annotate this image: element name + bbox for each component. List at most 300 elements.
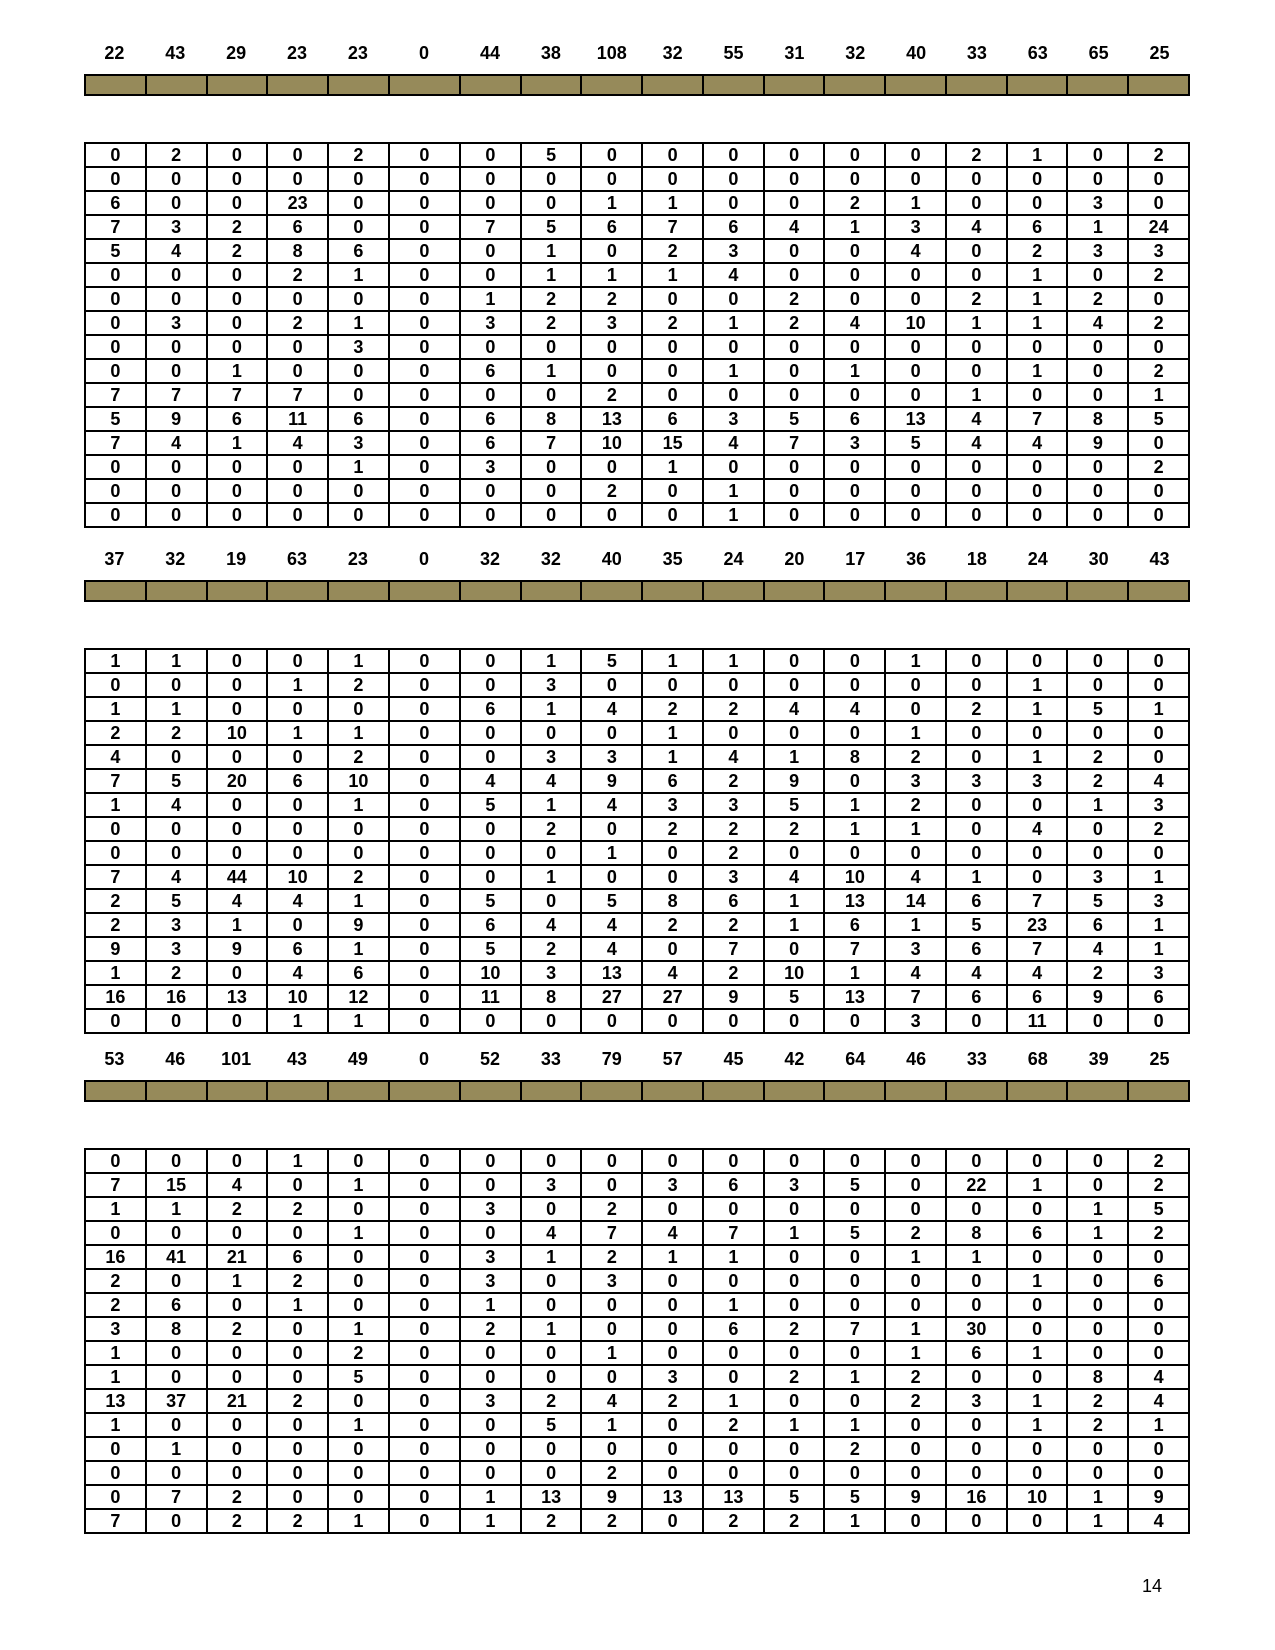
table-cell: 0	[389, 1485, 460, 1509]
table-cell: 2	[85, 721, 146, 745]
table-cell: 2	[146, 143, 207, 167]
table-cell: 0	[521, 503, 582, 527]
table-cell: 0	[642, 1437, 703, 1461]
table-cell: 4	[1067, 311, 1128, 335]
table-cell: 2	[824, 191, 885, 215]
table-cell: 0	[389, 359, 460, 383]
table-cell: 0	[267, 697, 328, 721]
total-cell: 24	[1027, 548, 1048, 569]
table-row	[85, 1173, 1189, 1197]
table-cell: 0	[460, 1461, 521, 1485]
table-cell: 0	[389, 985, 460, 1009]
table-cell: 0	[389, 167, 460, 191]
table-cell: 0	[1067, 1317, 1128, 1341]
table-cell: 7	[85, 1173, 146, 1197]
table-cell: 1	[267, 1293, 328, 1317]
table-row	[85, 865, 1189, 889]
table-cell: 1	[328, 263, 389, 287]
table-cell: 0	[521, 841, 582, 865]
table-cell: 0	[267, 1437, 328, 1461]
table-cell: 0	[824, 1197, 885, 1221]
table-cell: 4	[581, 697, 642, 721]
table-cell: 11	[267, 407, 328, 431]
table-cell: 0	[824, 841, 885, 865]
table-cell: 1	[1067, 1509, 1128, 1533]
table-cell: 2	[1128, 455, 1189, 479]
table-cell: 0	[207, 1009, 268, 1033]
table-cell: 0	[207, 817, 268, 841]
table-cell: 0	[328, 167, 389, 191]
table-cell: 2	[1128, 1149, 1189, 1173]
table-row	[85, 649, 1189, 673]
table-cell: 1	[267, 1149, 328, 1173]
table-cell: 0	[146, 745, 207, 769]
table-cell: 1	[146, 649, 207, 673]
table-cell: 0	[885, 1461, 946, 1485]
total-cell: 20	[784, 548, 805, 569]
table-cell: 1	[703, 649, 764, 673]
table-cell: 0	[267, 503, 328, 527]
table-cell: 0	[1007, 1365, 1068, 1389]
table-cell: 3	[1128, 889, 1189, 913]
bar-cell	[267, 1081, 328, 1101]
table-cell: 1	[1007, 311, 1068, 335]
table-cell: 2	[703, 769, 764, 793]
table-cell: 6	[460, 359, 521, 383]
table-cell: 6	[946, 937, 1007, 961]
table-cell: 0	[764, 383, 825, 407]
table-cell: 2	[521, 817, 582, 841]
table-cell: 1	[328, 1317, 389, 1341]
table-cell: 1	[85, 1365, 146, 1389]
table-cell: 0	[389, 1509, 460, 1533]
table-cell: 0	[764, 263, 825, 287]
total-cell: 23	[347, 42, 368, 63]
table-cell: 2	[328, 1341, 389, 1365]
table-cell: 5	[824, 1485, 885, 1509]
bar-cell	[885, 75, 946, 95]
table-row	[85, 841, 1189, 865]
total-cell: 43	[1149, 548, 1170, 569]
table-cell: 7	[521, 431, 582, 455]
table-cell: 0	[885, 383, 946, 407]
table-cell: 0	[267, 913, 328, 937]
total-cell: 23	[286, 42, 308, 63]
table-cell: 3	[885, 215, 946, 239]
table-cell: 1	[885, 1341, 946, 1365]
table-cell: 4	[1128, 1365, 1189, 1389]
table-cell: 0	[703, 1461, 764, 1485]
table-cell: 6	[328, 407, 389, 431]
table-row	[85, 335, 1189, 359]
table-cell: 3	[885, 1009, 946, 1033]
total-cell: 43	[165, 42, 186, 63]
table-cell: 0	[328, 1461, 389, 1485]
table-cell: 0	[824, 455, 885, 479]
table-cell: 15	[642, 431, 703, 455]
table-cell: 7	[824, 937, 885, 961]
table-cell: 0	[764, 1197, 825, 1221]
table-cell: 1	[581, 1341, 642, 1365]
table-cell: 0	[703, 721, 764, 745]
table-cell: 0	[460, 1437, 521, 1461]
table-cell: 0	[85, 1149, 146, 1173]
table-cell: 0	[764, 239, 825, 263]
table-cell: 10	[207, 721, 268, 745]
table-cell: 0	[267, 1461, 328, 1485]
table-cell: 0	[764, 1269, 825, 1293]
table-cell: 0	[946, 841, 1007, 865]
table-cell: 0	[267, 1341, 328, 1365]
table-cell: 0	[389, 1437, 460, 1461]
table-cell: 6	[1007, 1221, 1068, 1245]
table-cell: 0	[1067, 1009, 1128, 1033]
total-cell: 40	[601, 548, 622, 569]
table-cell: 3	[146, 913, 207, 937]
table-cell: 2	[1128, 1221, 1189, 1245]
table-cell: 4	[642, 1221, 703, 1245]
table-cell: 6	[703, 889, 764, 913]
table-cell: 0	[85, 1437, 146, 1461]
table-cell: 16	[146, 985, 207, 1009]
table-cell: 3	[703, 793, 764, 817]
table-cell: 4	[267, 889, 328, 913]
table-cell: 2	[267, 1389, 328, 1413]
table-cell: 1	[1067, 793, 1128, 817]
table-cell: 0	[824, 721, 885, 745]
table-cell: 0	[581, 455, 642, 479]
table-cell: 1	[1007, 697, 1068, 721]
table-cell: 0	[460, 503, 521, 527]
table-cell: 4	[764, 865, 825, 889]
table-cell: 9	[703, 985, 764, 1009]
table-cell: 0	[207, 841, 268, 865]
table-cell: 1	[764, 913, 825, 937]
bar-cell	[1067, 581, 1128, 601]
table-cell: 0	[267, 1413, 328, 1437]
table-cell: 1	[642, 1245, 703, 1269]
table-cell: 2	[1128, 1173, 1189, 1197]
bar-cell	[146, 1081, 207, 1101]
table-cell: 0	[1067, 721, 1128, 745]
table-cell: 0	[1067, 263, 1128, 287]
table-cell: 0	[207, 1341, 268, 1365]
table-cell: 0	[85, 673, 146, 697]
table-cell: 3	[85, 1317, 146, 1341]
table-cell: 0	[521, 889, 582, 913]
table-cell: 6	[460, 913, 521, 937]
table-cell: 0	[1128, 649, 1189, 673]
table-cell: 6	[328, 239, 389, 263]
table-cell: 1	[328, 649, 389, 673]
table-cell: 1	[885, 649, 946, 673]
table-cell: 0	[521, 1197, 582, 1221]
table-cell: 0	[1128, 1245, 1189, 1269]
table-cell: 14	[885, 889, 946, 913]
table-cell: 0	[146, 455, 207, 479]
table-cell: 1	[824, 359, 885, 383]
table-cell: 1	[328, 1413, 389, 1437]
table-row	[85, 673, 1189, 697]
table-cell: 0	[764, 191, 825, 215]
table-cell: 1	[85, 793, 146, 817]
table-cell: 13	[824, 889, 885, 913]
table-cell: 7	[885, 985, 946, 1009]
table-cell: 6	[946, 1341, 1007, 1365]
table-cell: 0	[521, 1149, 582, 1173]
table-cell: 0	[764, 1461, 825, 1485]
table-cell: 0	[1067, 673, 1128, 697]
bar-cell	[521, 75, 582, 95]
bar-cell	[764, 1081, 825, 1101]
table-cell: 0	[1067, 167, 1128, 191]
table-cell: 0	[946, 817, 1007, 841]
table-cell: 0	[642, 1009, 703, 1033]
table-cell: 1	[824, 961, 885, 985]
table-cell: 0	[1067, 817, 1128, 841]
table-cell: 1	[521, 239, 582, 263]
bar-cell	[85, 75, 146, 95]
table-row	[85, 793, 1189, 817]
table-cell: 0	[642, 1293, 703, 1317]
table-cell: 3	[328, 335, 389, 359]
table-cell: 0	[1007, 793, 1068, 817]
table-cell: 13	[885, 407, 946, 431]
table-cell: 0	[389, 1269, 460, 1293]
table-cell: 0	[207, 745, 268, 769]
table-cell: 9	[146, 407, 207, 431]
table-cell: 0	[581, 359, 642, 383]
table-cell: 37	[146, 1389, 207, 1413]
table-cell: 0	[85, 817, 146, 841]
header-bar	[84, 580, 1190, 602]
bar-cell	[824, 1081, 885, 1101]
table-cell: 0	[885, 287, 946, 311]
table-cell: 8	[642, 889, 703, 913]
table-cell: 0	[460, 745, 521, 769]
table-cell: 1	[1128, 913, 1189, 937]
table-cell: 1	[1128, 937, 1189, 961]
table-cell: 0	[885, 1197, 946, 1221]
bar-cell	[581, 75, 642, 95]
table-cell: 0	[328, 1293, 389, 1317]
table-cell: 0	[1007, 383, 1068, 407]
table-cell: 2	[642, 239, 703, 263]
table-cell: 2	[703, 913, 764, 937]
table-cell: 0	[1067, 1149, 1128, 1173]
total-cell: 17	[845, 548, 866, 569]
table-cell: 0	[389, 335, 460, 359]
table-cell: 4	[764, 215, 825, 239]
table-cell: 0	[824, 263, 885, 287]
table-cell: 0	[1067, 455, 1128, 479]
table-cell: 0	[581, 1173, 642, 1197]
table-cell: 0	[642, 383, 703, 407]
table-cell: 0	[1128, 335, 1189, 359]
table-cell: 27	[642, 985, 703, 1009]
table-cell: 0	[642, 1509, 703, 1533]
table-cell: 1	[1128, 383, 1189, 407]
table-cell: 4	[1128, 769, 1189, 793]
bar-cell	[642, 1081, 703, 1101]
table-cell: 0	[389, 383, 460, 407]
table-cell: 0	[389, 649, 460, 673]
total-cell: 30	[1088, 548, 1109, 569]
table-cell: 7	[85, 769, 146, 793]
table-cell: 0	[642, 1269, 703, 1293]
table-cell: 4	[521, 769, 582, 793]
table-cell: 0	[267, 841, 328, 865]
table-cell: 5	[1128, 1197, 1189, 1221]
table-cell: 5	[521, 143, 582, 167]
table-cell: 2	[85, 913, 146, 937]
table-cell: 0	[946, 191, 1007, 215]
table-cell: 3	[521, 961, 582, 985]
table-cell: 3	[460, 311, 521, 335]
table-cell: 4	[267, 431, 328, 455]
table-cell: 3	[703, 239, 764, 263]
table-cell: 1	[824, 215, 885, 239]
table-cell: 0	[946, 1461, 1007, 1485]
bar-cell	[328, 581, 389, 601]
table-cell: 0	[946, 335, 1007, 359]
table-cell: 1	[328, 721, 389, 745]
table-cell: 0	[946, 1413, 1007, 1437]
table-cell: 0	[1067, 383, 1128, 407]
total-cell: 35	[662, 548, 683, 569]
table-cell: 24	[1128, 215, 1189, 239]
table-cell: 0	[1128, 191, 1189, 215]
table-cell: 3	[1128, 239, 1189, 263]
table-cell: 1	[328, 1173, 389, 1197]
table-cell: 0	[824, 287, 885, 311]
table-cell: 0	[703, 383, 764, 407]
data-block-1	[84, 40, 1190, 528]
table-cell: 1	[85, 1197, 146, 1221]
table-cell: 0	[581, 143, 642, 167]
table-cell: 0	[207, 1365, 268, 1389]
table-cell: 0	[328, 1389, 389, 1413]
table-cell: 4	[146, 865, 207, 889]
bar-cell	[207, 1081, 268, 1101]
table-cell: 2	[207, 239, 268, 263]
table-cell: 16	[946, 1485, 1007, 1509]
table-cell: 3	[146, 311, 207, 335]
table-cell: 0	[389, 287, 460, 311]
bar-cell	[460, 1081, 521, 1101]
table-cell: 0	[764, 937, 825, 961]
total-cell: 23	[347, 548, 368, 569]
table-cell: 0	[824, 1009, 885, 1033]
table-row	[85, 263, 1189, 287]
table-cell: 1	[1007, 745, 1068, 769]
table-cell: 0	[389, 1413, 460, 1437]
table-cell: 1	[328, 311, 389, 335]
table-cell: 6	[267, 769, 328, 793]
table-cell: 0	[946, 721, 1007, 745]
table-cell: 20	[207, 769, 268, 793]
table-cell: 1	[85, 1341, 146, 1365]
table-cell: 0	[946, 1269, 1007, 1293]
table-cell: 8	[946, 1221, 1007, 1245]
table-cell: 2	[581, 1245, 642, 1269]
table-row	[85, 215, 1189, 239]
table-cell: 0	[85, 503, 146, 527]
table-cell: 2	[885, 793, 946, 817]
table-cell: 2	[328, 143, 389, 167]
bar-cell	[703, 1081, 764, 1101]
table-row	[85, 889, 1189, 913]
table-cell: 0	[642, 503, 703, 527]
table-cell: 0	[581, 1317, 642, 1341]
table-cell: 0	[581, 1009, 642, 1033]
table-cell: 1	[521, 793, 582, 817]
table-cell: 2	[885, 1221, 946, 1245]
table-cell: 0	[460, 167, 521, 191]
table-cell: 0	[824, 1461, 885, 1485]
table-cell: 0	[389, 503, 460, 527]
table-cell: 0	[389, 1009, 460, 1033]
table-cell: 0	[460, 1341, 521, 1365]
table-cell: 0	[764, 649, 825, 673]
table-cell: 1	[328, 793, 389, 817]
table-cell: 0	[1067, 841, 1128, 865]
bar-cell	[85, 1081, 146, 1101]
data-block-2	[84, 546, 1190, 1034]
table-cell: 0	[1067, 503, 1128, 527]
table-cell: 0	[946, 1293, 1007, 1317]
table-cell: 5	[764, 985, 825, 1009]
table-cell: 3	[460, 1245, 521, 1269]
table-cell: 1	[328, 1221, 389, 1245]
table-cell: 2	[146, 961, 207, 985]
table-cell: 0	[642, 937, 703, 961]
table-cell: 0	[521, 1269, 582, 1293]
table-cell: 6	[267, 215, 328, 239]
table-cell: 2	[207, 1485, 268, 1509]
table-cell: 0	[389, 1221, 460, 1245]
table-row	[85, 1461, 1189, 1485]
table-cell: 6	[460, 407, 521, 431]
total-cell: 22	[104, 42, 125, 63]
table-cell: 7	[764, 431, 825, 455]
table-cell: 6	[703, 1317, 764, 1341]
table-cell: 1	[703, 311, 764, 335]
total-cell: 42	[784, 1048, 805, 1069]
table-cell: 2	[581, 1197, 642, 1221]
table-cell: 1	[1067, 1485, 1128, 1509]
table-cell: 0	[146, 359, 207, 383]
table-cell: 0	[1067, 1269, 1128, 1293]
table-cell: 0	[764, 1245, 825, 1269]
table-cell: 6	[703, 1173, 764, 1197]
table-cell: 0	[389, 961, 460, 985]
table-cell: 10	[824, 865, 885, 889]
table-cell: 0	[460, 335, 521, 359]
table-cell: 0	[885, 1293, 946, 1317]
table-cell: 2	[642, 817, 703, 841]
table-cell: 0	[207, 1293, 268, 1317]
table-cell: 7	[85, 865, 146, 889]
table-cell: 0	[824, 1293, 885, 1317]
table-cell: 2	[885, 745, 946, 769]
table-cell: 0	[1007, 1461, 1068, 1485]
total-cell: 65	[1088, 42, 1109, 63]
table-cell: 0	[642, 1413, 703, 1437]
table-cell: 16	[85, 1245, 146, 1269]
table-cell: 1	[946, 383, 1007, 407]
table-cell: 1	[764, 1413, 825, 1437]
